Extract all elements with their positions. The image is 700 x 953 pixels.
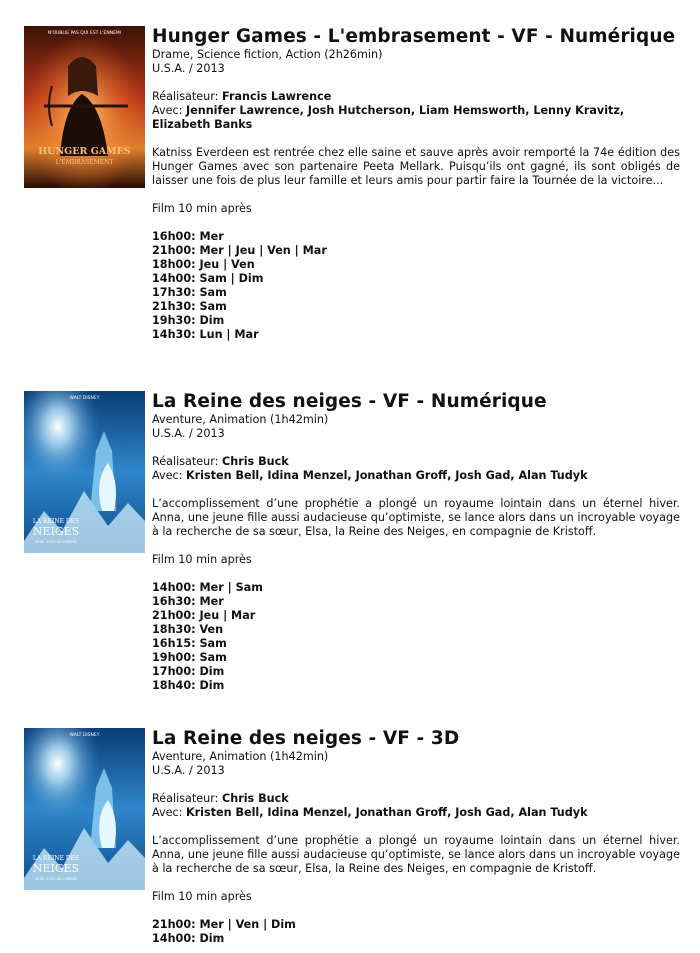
- showtimes-list: [152, 918, 680, 946]
- showtime: 14h30: Lun | Mar: [152, 328, 259, 341]
- poster-title-line1: LA REINE DES: [32, 518, 80, 525]
- movie-origin: U.S.A. / 2013: [152, 427, 225, 440]
- movie-cast: [152, 104, 680, 132]
- poster-title-line1: LA REINE DES: [32, 855, 80, 862]
- movie-cast: [152, 806, 680, 820]
- director-name: Chris Buck: [222, 455, 289, 468]
- cast-label: Avec:: [152, 104, 183, 117]
- poster-top-text: WALT DISNEY: [69, 733, 100, 738]
- poster-top-text: WALT DISNEY: [69, 396, 100, 401]
- director-label: Réalisateur:: [152, 90, 219, 103]
- director-label: Réalisateur:: [152, 792, 219, 805]
- movie-origin: U.S.A. / 2013: [152, 62, 225, 75]
- showtime: 21h30: Sam: [152, 300, 227, 313]
- movie-genre: Aventure, Animation (1h42min): [152, 413, 329, 426]
- movie-origin: U.S.A. / 2013: [152, 764, 225, 777]
- cast-label: Avec:: [152, 806, 183, 819]
- movie-director: [152, 455, 680, 469]
- showtime: 18h40: Dim: [152, 679, 225, 692]
- showtimes-list: [152, 230, 680, 342]
- showtimes-list: [152, 581, 680, 693]
- showtime: 16h00: Mer: [152, 230, 224, 243]
- movie-director: [152, 792, 680, 806]
- movie-poster[interactable]: [24, 391, 145, 553]
- movie-director: [152, 90, 680, 104]
- director-label: Réalisateur:: [152, 455, 219, 468]
- poster-title-line1: HUNGER GAMES: [38, 146, 131, 157]
- showtime: 18h00: Jeu | Ven: [152, 258, 255, 271]
- showtime: 21h00: Jeu | Mar: [152, 609, 256, 622]
- poster-top-text: N'OUBLIE PAS QUI EST L'ENNEMI: [47, 31, 122, 36]
- movie-genre: Drame, Science fiction, Action (2h26min): [152, 48, 383, 61]
- movie-info: [152, 26, 680, 342]
- poster-bottom-text: NOËL 2013 AU CINÉMA: [35, 540, 77, 544]
- showtime: 21h00: Mer | Jeu | Ven | Mar: [152, 244, 327, 257]
- showtime: 16h15: Sam: [152, 637, 227, 650]
- showtime: 14h00: Sam | Dim: [152, 272, 264, 285]
- movie-cast: [152, 469, 680, 483]
- poster-bottom-text: NOËL 2013 AU CINÉMA: [35, 877, 77, 881]
- poster-title-line2: L'EMBRASEMENT: [55, 159, 114, 166]
- movie-title[interactable]: La Reine des neiges - VF - Numérique: [152, 391, 547, 412]
- movie-title[interactable]: La Reine des neiges - VF - 3D: [152, 728, 460, 749]
- showtime: 16h30: Mer: [152, 595, 224, 608]
- movie-note: Film 10 min après: [152, 553, 252, 566]
- movie-note: Film 10 min après: [152, 890, 252, 903]
- director-name: Chris Buck: [222, 792, 289, 805]
- showtime: 19h00: Sam: [152, 651, 227, 664]
- poster-title-line2: NEIGES: [32, 525, 80, 538]
- showtime: 18h30: Ven: [152, 623, 224, 636]
- cast-names: Kristen Bell, Idina Menzel, Jonathan Groff, Josh Gad, Alan Tudyk: [185, 806, 588, 819]
- movie-info: [152, 391, 680, 693]
- showtime: 14h00: Dim: [152, 932, 225, 945]
- movie-synopsis: Katniss Everdeen est rentrée chez elle saine et sauve après avoir remporté la 74e édition des Hunger Games avec son partenaire Peeta Mellark. Puisqu’ils ont gagné, ils sont obligés de laisser une fois de plus leur famille et leurs amis pour partir faire la Tournée de la victoire...: [152, 146, 680, 187]
- cast-names: Jennifer Lawrence, Josh Hutcherson, Liam Hemsworth, Lenny Kravitz, Elizabeth Banks: [152, 104, 625, 131]
- showtime: 17h00: Dim: [152, 665, 225, 678]
- poster-title-line2: NEIGES: [32, 862, 80, 875]
- movie-synopsis: L’accomplissement d’une prophétie a plongé un royaume lointain dans un éternel hiver. Anna, une jeune fille aussi audacieuse qu’optimiste, se lance alors dans un incroyable voyage à la recherche de sa sœur, Elsa, la Reine des Neiges, en compagnie de Kristoff.: [152, 497, 680, 538]
- movie-note: Film 10 min après: [152, 202, 252, 215]
- showtime: 19h30: Dim: [152, 314, 225, 327]
- movie-poster[interactable]: [24, 26, 145, 188]
- showtime: 21h00: Mer | Ven | Dim: [152, 918, 296, 931]
- showtime: 14h00: Mer | Sam: [152, 581, 263, 594]
- showtime: 17h30: Sam: [152, 286, 227, 299]
- movie-synopsis: L’accomplissement d’une prophétie a plongé un royaume lointain dans un éternel hiver. Anna, une jeune fille aussi audacieuse qu’optimiste, se lance alors dans un incroyable voyage à la recherche de sa sœur, Elsa, la Reine des Neiges, en compagnie de Kristoff.: [152, 834, 680, 875]
- movie-info: [152, 728, 680, 946]
- movie-genre: Aventure, Animation (1h42min): [152, 750, 329, 763]
- director-name: Francis Lawrence: [222, 90, 332, 103]
- movie-poster[interactable]: [24, 728, 145, 890]
- movie-title[interactable]: Hunger Games - L'embrasement - VF - Numérique: [152, 26, 676, 47]
- cast-names: Kristen Bell, Idina Menzel, Jonathan Groff, Josh Gad, Alan Tudyk: [185, 469, 588, 482]
- cast-label: Avec:: [152, 469, 183, 482]
